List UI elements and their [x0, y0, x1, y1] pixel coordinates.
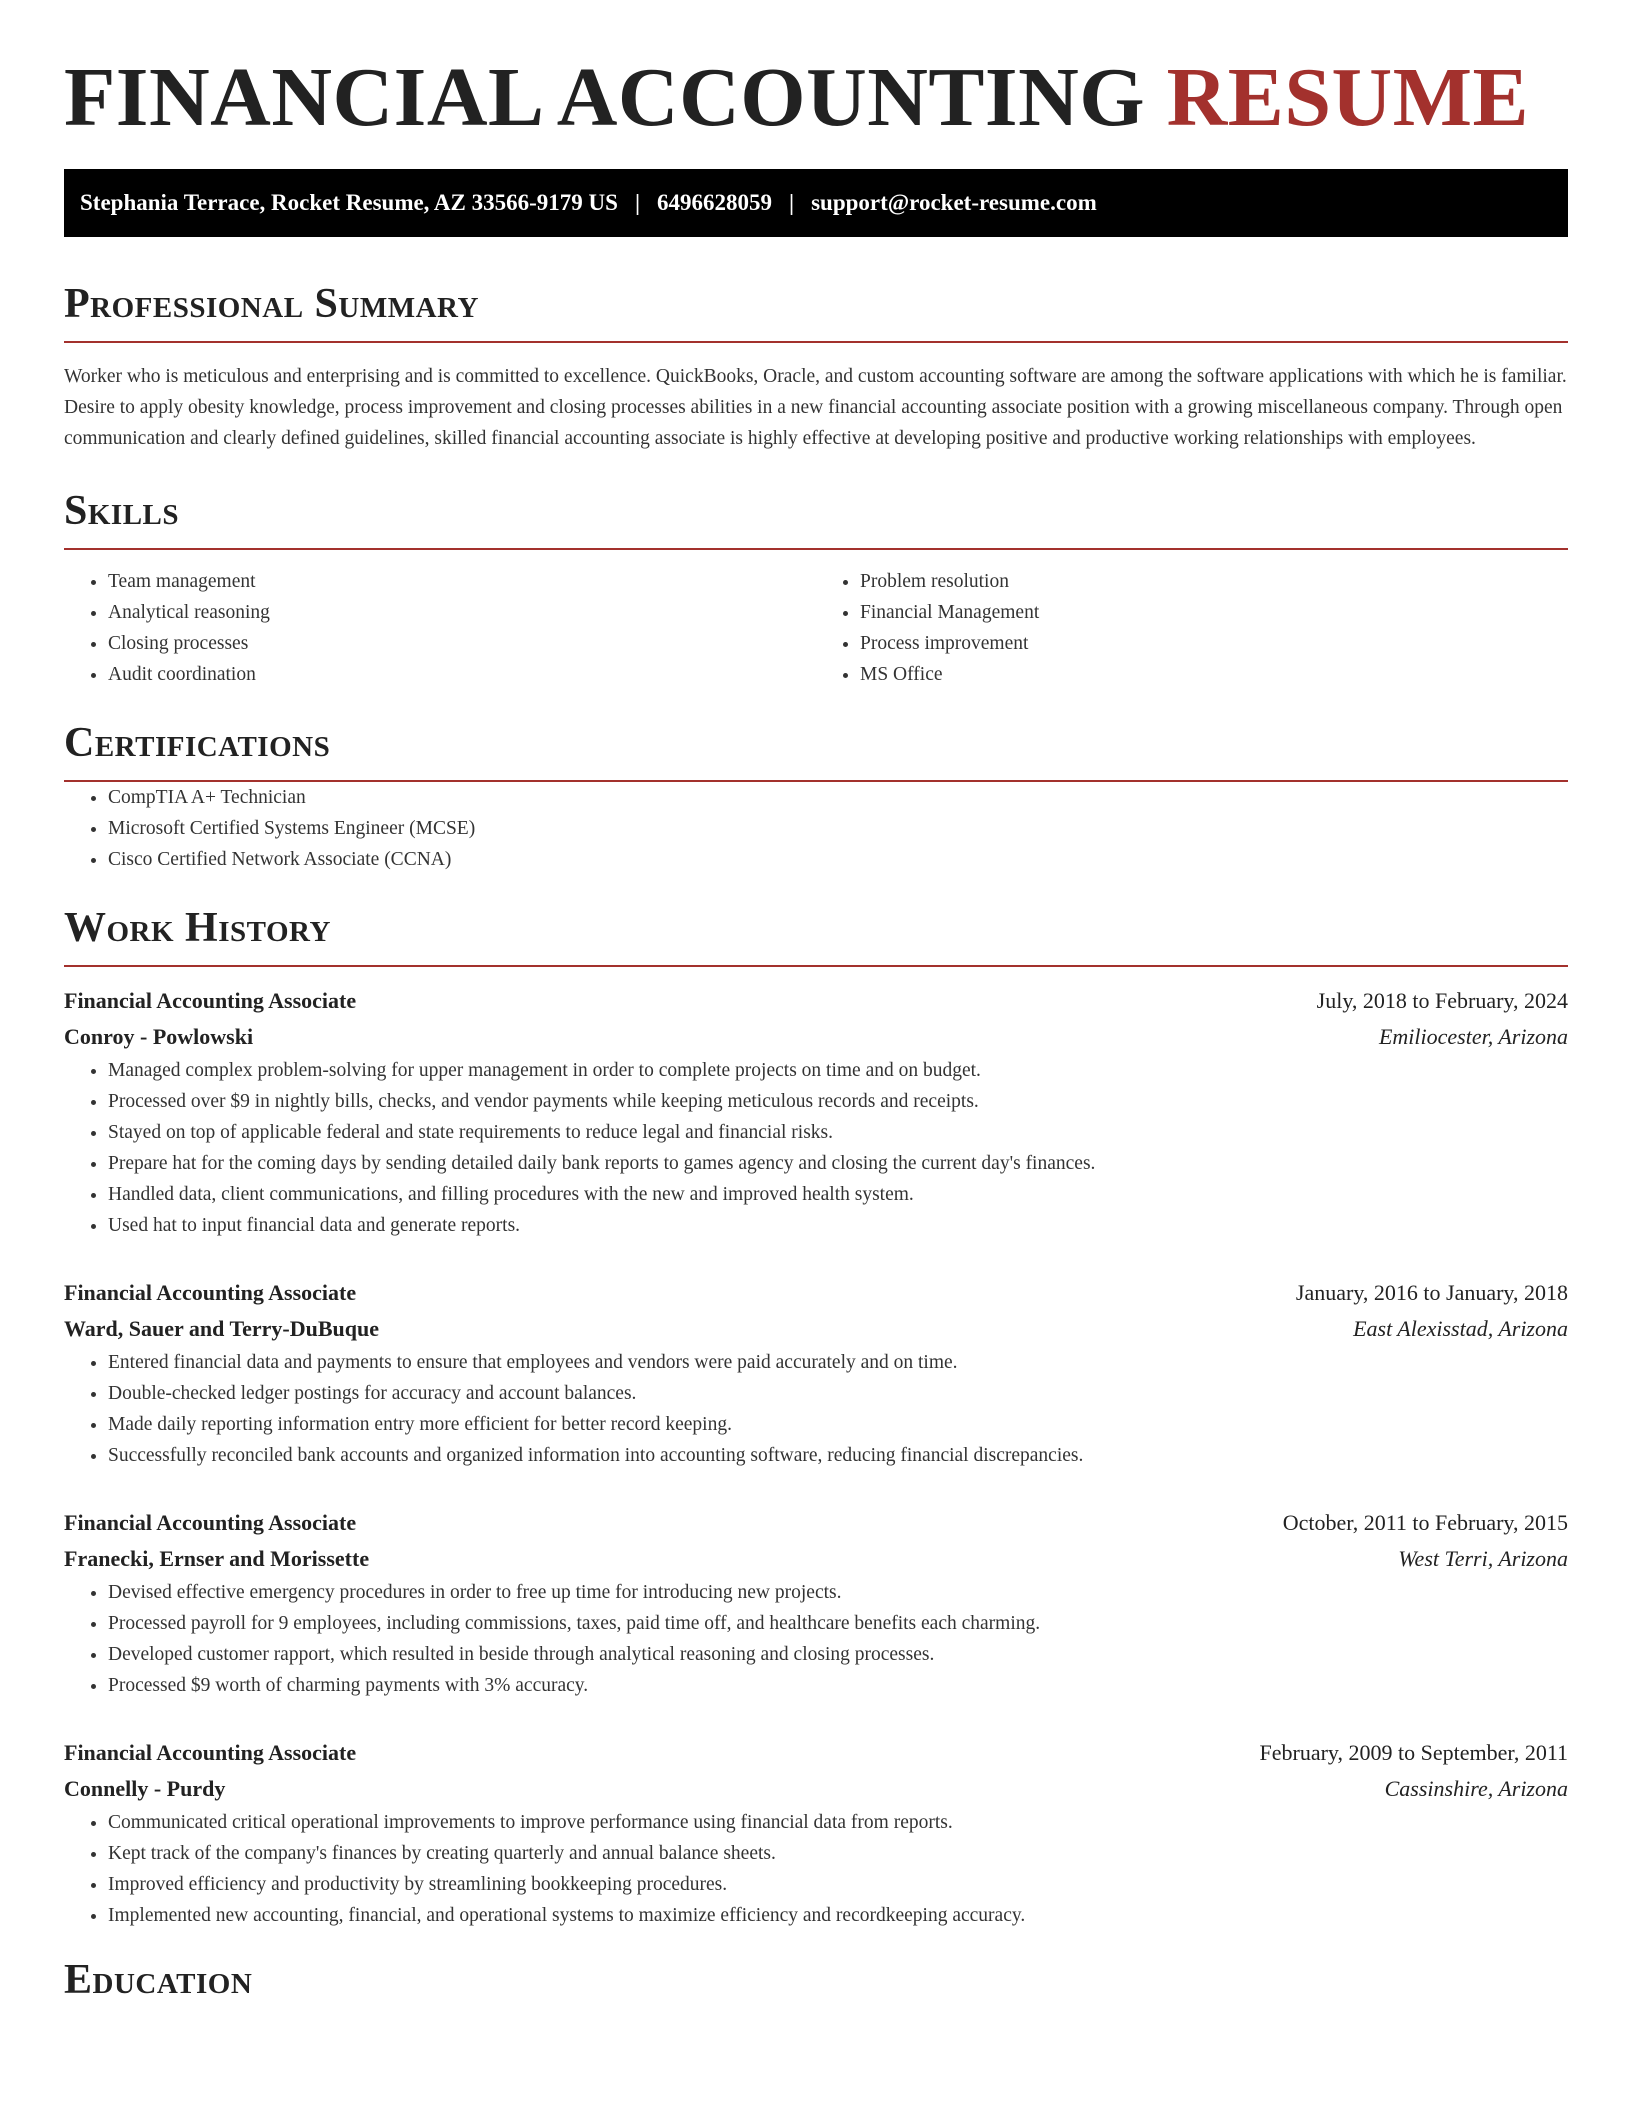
contact-separator: |	[634, 189, 641, 215]
education-heading: Education	[64, 1957, 253, 2004]
job-location: East Alexisstad, Arizona	[1353, 1316, 1568, 1342]
education-section	[64, 1957, 1568, 2003]
work-history-heading: Work History	[64, 905, 331, 952]
certification-item: • CompTIA A+ Technician	[108, 782, 1568, 813]
job-duties-list	[64, 1347, 1568, 1471]
job-duty: • Successfully reconciled bank accounts and organized information into accounting software, reducing financial discrepancies.	[108, 1440, 1568, 1471]
job-duty: • Developed customer rapport, which resulted in beside through analytical reasoning and closing processes.	[108, 1639, 1568, 1670]
job-dates: October, 2011 to February, 2015	[1282, 1510, 1568, 1536]
skill-item: • Financial Management	[860, 597, 1568, 628]
job-duty: • Implemented new accounting, financial, and operational systems to maximize efficiency and recordkeeping accuracy.	[108, 1900, 1568, 1931]
summary-section	[64, 281, 1568, 454]
job-duty: • Processed payroll for 9 employees, including commissions, taxes, paid time off, and healthcare benefits each charming.	[108, 1608, 1568, 1639]
contact-bar	[64, 169, 1568, 237]
job-duty: • Devised effective emergency procedures in order to free up time for introducing new projects.	[108, 1577, 1568, 1608]
skill-item: • Team management	[108, 566, 816, 597]
job-duties-list	[64, 1807, 1568, 1931]
job-company: Franecki, Ernser and Morissette	[64, 1546, 370, 1572]
certification-item: • Cisco Certified Network Associate (CCNA)	[108, 844, 1568, 875]
skills-columns	[64, 566, 1568, 690]
section-divider	[64, 965, 1568, 967]
job-entry	[64, 1505, 1568, 1701]
skill-item: • MS Office	[860, 659, 1568, 690]
job-duties-list	[64, 1577, 1568, 1701]
skill-item: • Closing processes	[108, 628, 816, 659]
summary-text: Worker who is meticulous and enterprising and is committed to excellence. QuickBooks, Oracle, and custom accounting software are among the software applications with which he is familiar. Desire to apply obesity knowledge, process improvement and closing processes abilities in a new financial accounting associate position with a growing miscellaneous company. Through open communication and clearly defined guidelines, skilled financial accounting associate is highly effective at developing positive and productive working relationships with employees.	[64, 365, 1567, 449]
job-entry	[64, 1275, 1568, 1471]
skills-list-left	[64, 566, 816, 690]
skill-item: • Process improvement	[860, 628, 1568, 659]
job-duty: • Entered financial data and payments to ensure that employees and vendors were paid accurately and on time.	[108, 1347, 1568, 1378]
job-duty: • Prepare hat for the coming days by sending detailed daily bank reports to games agency and closing the current day's finances.	[108, 1148, 1568, 1179]
resume-title	[64, 50, 1568, 147]
job-title: Financial Accounting Associate	[64, 988, 357, 1014]
section-divider	[64, 548, 1568, 550]
job-duty: • Stayed on top of applicable federal and state requirements to reduce legal and financial risks.	[108, 1117, 1568, 1148]
contact-separator: |	[789, 189, 795, 215]
job-duty: • Kept track of the company's finances by creating quarterly and annual balance sheets.	[108, 1838, 1568, 1869]
job-duty: • Managed complex problem-solving for upper management in order to complete projects on time and on budget.	[108, 1055, 1568, 1086]
job-company: Connelly - Purdy	[64, 1776, 226, 1802]
job-duty: • Processed $9 worth of charming payments with 3% accuracy.	[108, 1670, 1568, 1701]
certification-item: • Microsoft Certified Systems Engineer (MCSE)	[108, 813, 1568, 844]
job-entry	[64, 983, 1568, 1241]
title-accent: RESUME	[1166, 51, 1530, 144]
certifications-list	[64, 782, 1568, 875]
job-title: Financial Accounting Associate	[64, 1510, 357, 1536]
skills-section	[64, 488, 1568, 690]
contact-address: Stephania Terrace, Rocket Resume, AZ 33566-9179 US	[80, 189, 618, 215]
skill-item: • Audit coordination	[108, 659, 816, 690]
job-title: Financial Accounting Associate	[64, 1740, 357, 1766]
job-duty: • Double-checked ledger postings for accuracy and account balances.	[108, 1378, 1568, 1409]
job-dates: July, 2018 to February, 2024	[1316, 988, 1568, 1014]
contact-phone: 6496628059	[657, 189, 773, 215]
job-company: Conroy - Powlowski	[64, 1024, 254, 1050]
skills-heading: Skills	[64, 487, 180, 534]
skill-item: • Analytical reasoning	[108, 597, 816, 628]
job-duty: • Improved efficiency and productivity by streamlining bookkeeping procedures.	[108, 1869, 1568, 1900]
section-divider	[64, 341, 1568, 343]
job-duties-list	[64, 1055, 1568, 1241]
work-history-section	[64, 905, 1568, 1931]
job-location: Cassinshire, Arizona	[1384, 1776, 1568, 1802]
job-duty: • Processed over $9 in nightly bills, checks, and vendor payments while keeping meticulous records and receipts.	[108, 1086, 1568, 1117]
job-duty: • Made daily reporting information entry more efficient for better record keeping.	[108, 1409, 1568, 1440]
skill-item: • Problem resolution	[860, 566, 1568, 597]
contact-email: support@rocket-resume.com	[811, 189, 1097, 215]
certifications-heading: Certifications	[64, 719, 331, 766]
certifications-section	[64, 720, 1568, 875]
job-dates: January, 2016 to January, 2018	[1295, 1280, 1568, 1306]
job-entry	[64, 1735, 1568, 1931]
job-location: West Terri, Arizona	[1398, 1546, 1568, 1572]
job-title: Financial Accounting Associate	[64, 1280, 357, 1306]
job-company: Ward, Sauer and Terry-DuBuque	[64, 1316, 380, 1342]
skills-list-right	[816, 566, 1568, 690]
title-main: FINANCIAL ACCOUNTING	[64, 51, 1146, 144]
job-duty: • Communicated critical operational improvements to improve performance using financial data from reports.	[108, 1807, 1568, 1838]
summary-heading: Professional Summary	[64, 280, 479, 327]
job-dates: February, 2009 to September, 2011	[1259, 1740, 1568, 1766]
job-duty: • Handled data, client communications, and filling procedures with the new and improved health system.	[108, 1179, 1568, 1210]
job-location: Emiliocester, Arizona	[1378, 1024, 1568, 1050]
job-duty: • Used hat to input financial data and generate reports.	[108, 1210, 1568, 1241]
